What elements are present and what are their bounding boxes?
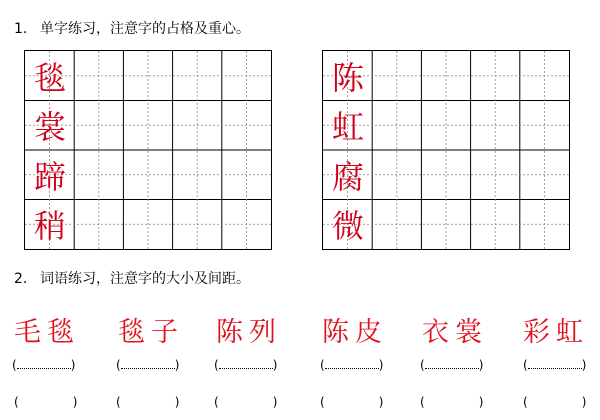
- practice-word: 彩虹: [523, 317, 589, 348]
- practice-word: 陈皮: [322, 317, 388, 348]
- answer-paren[interactable]: ( ): [14, 395, 78, 409]
- answer-blank[interactable]: ( ): [320, 358, 384, 372]
- answer-paren[interactable]: ( ): [523, 395, 587, 409]
- model-char: 裳: [33, 108, 66, 147]
- answer-blank[interactable]: ( ): [12, 358, 76, 372]
- model-char: 微: [331, 207, 364, 246]
- section-1-number: 1.: [14, 21, 28, 37]
- practice-word: 毯子: [118, 317, 184, 348]
- answer-blank[interactable]: ( ): [116, 358, 180, 372]
- model-char: 蹄: [33, 157, 66, 196]
- section-1-title: 单字练习，注意字的占格及重心。: [40, 21, 250, 37]
- model-char: 毯: [33, 58, 66, 97]
- model-char: 稍: [33, 207, 66, 246]
- answer-paren[interactable]: ( ): [420, 395, 484, 409]
- answer-blank[interactable]: ( ): [523, 358, 587, 372]
- answer-paren[interactable]: ( ): [214, 395, 278, 409]
- model-characters-left: [25, 51, 75, 249]
- practice-word: 毛毯: [14, 317, 80, 348]
- practice-grid-right: [322, 50, 570, 250]
- model-char: 陈: [331, 58, 364, 97]
- answer-blank[interactable]: ( ): [420, 358, 484, 372]
- section-2-title: 词语练习，注意字的大小及间距。: [40, 271, 250, 287]
- model-characters-right: [323, 51, 373, 249]
- practice-grid-left: [24, 50, 272, 250]
- section-2-number: 2.: [14, 271, 28, 287]
- answer-paren[interactable]: ( ): [320, 395, 384, 409]
- answer-paren[interactable]: ( ): [116, 395, 180, 409]
- practice-word: 陈列: [216, 317, 282, 348]
- model-char: 虹: [331, 108, 364, 147]
- practice-word: 衣裳: [422, 317, 488, 348]
- answer-blank[interactable]: ( ): [214, 358, 278, 372]
- section-1-heading: [14, 20, 250, 38]
- model-char: 腐: [331, 157, 364, 196]
- section-2-heading: [14, 270, 250, 288]
